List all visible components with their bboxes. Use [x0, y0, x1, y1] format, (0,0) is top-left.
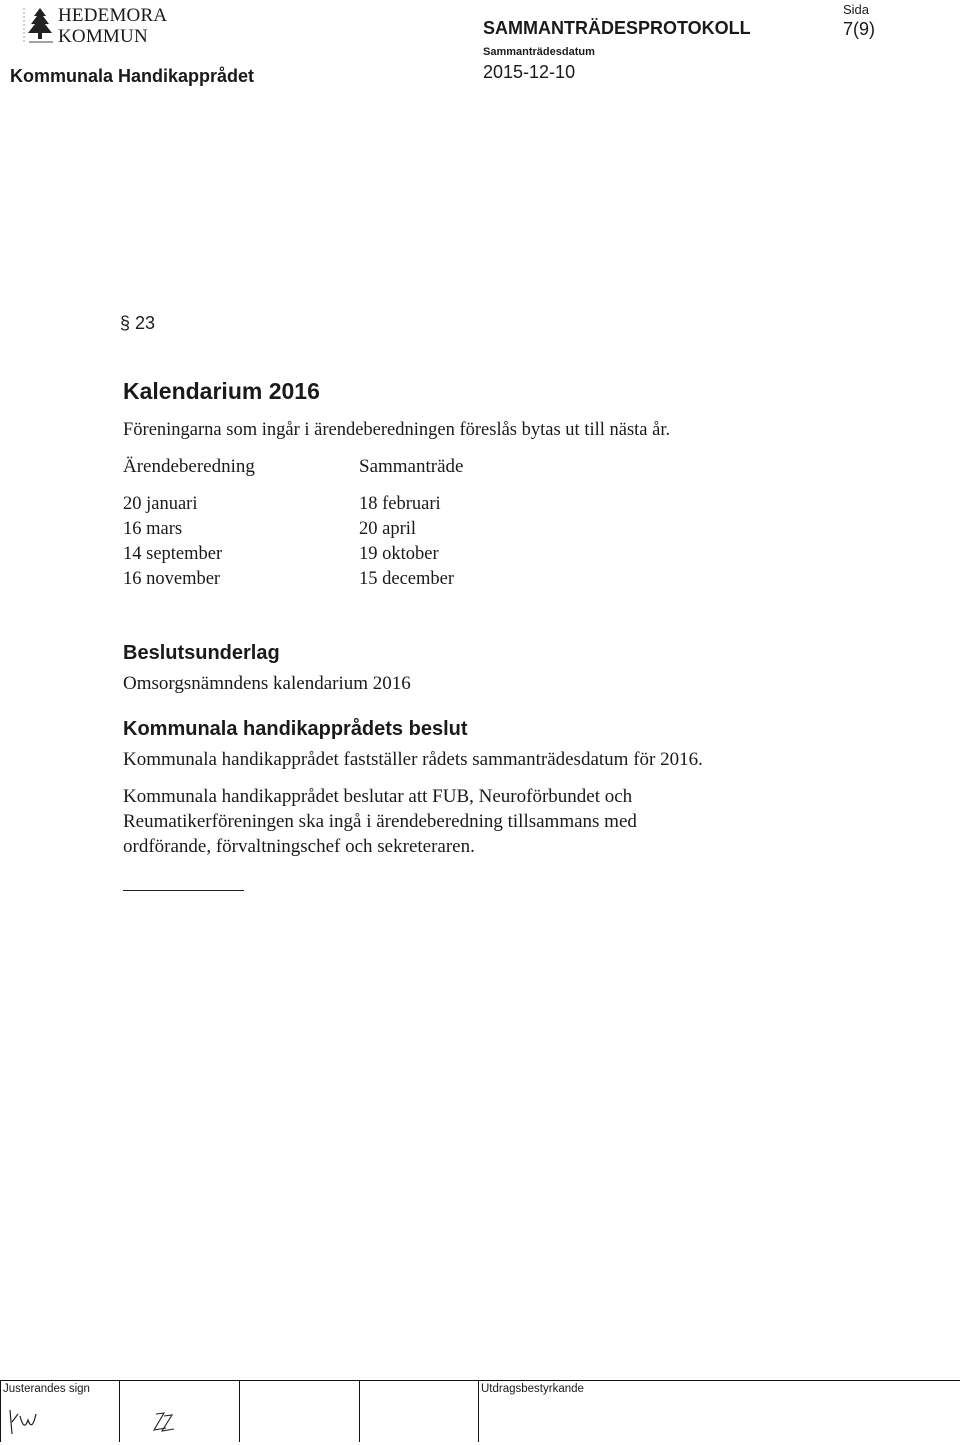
- organization-name-line1: HEDEMORA: [58, 5, 168, 26]
- column-header-preparation: Ärendeberedning: [123, 456, 255, 477]
- footer-divider: [0, 1380, 960, 1381]
- document-title: SAMMANTRÄDESPROTOKOLL: [483, 18, 751, 38]
- decision-heading: Kommunala handikapprådets beslut: [123, 718, 468, 740]
- decision-text-2-line2: Reumatikerföreningen ska ingå i ärendeberedning tillsammans med: [123, 811, 637, 832]
- section-end-rule: [123, 890, 244, 891]
- schedule-meeting-date: 15 december: [359, 569, 455, 589]
- organization-name-line2: KOMMUN: [58, 26, 148, 47]
- signature-label: Justerandes sign: [3, 1383, 90, 1395]
- footer-cell-divider: [478, 1380, 479, 1442]
- decision-text-1: Kommunala handikapprådet fastställer rådets sammanträdesdatum för 2016.: [123, 749, 703, 770]
- paragraph-number: § 23: [120, 313, 156, 333]
- page-number: 7(9): [843, 19, 876, 39]
- schedule-prep-date: 16 november: [123, 569, 221, 589]
- extract-certification-label: Utdragsbestyrkande: [481, 1383, 584, 1395]
- handwritten-initials-2: [140, 1400, 200, 1440]
- decision-text-2-line3: ordförande, förvaltningschef och sekreteraren.: [123, 836, 475, 857]
- basis-text: Omsorgsnämndens kalendarium 2016: [123, 673, 411, 694]
- section-title: Kalendarium 2016: [123, 378, 320, 404]
- footer-cell-divider: [119, 1380, 120, 1442]
- coat-of-arms-icon: [20, 6, 56, 46]
- schedule-prep-date: 16 mars: [123, 519, 183, 539]
- committee-name: Kommunala Handikapprådet: [10, 66, 255, 86]
- schedule-prep-date: 14 september: [123, 544, 223, 564]
- basis-heading: Beslutsunderlag: [123, 642, 280, 664]
- footer-cell-divider: [0, 1380, 1, 1442]
- decision-text-2-line1: Kommunala handikapprådet beslutar att FUB, Neuroförbundet och: [123, 786, 633, 807]
- column-header-meeting: Sammanträde: [359, 456, 464, 477]
- schedule-meeting-date: 18 februari: [359, 494, 441, 514]
- page-label: Sida: [843, 2, 870, 17]
- schedule-meeting-date: 19 oktober: [359, 544, 439, 564]
- schedule-prep-date: 20 januari: [123, 494, 198, 514]
- footer-cell-divider: [239, 1380, 240, 1442]
- footer-cell-divider: [359, 1380, 360, 1442]
- intro-text: Föreningarna som ingår i ärendeberedningen föreslås bytas ut till nästa år.: [123, 420, 671, 440]
- meeting-date: 2015-12-10: [483, 62, 576, 82]
- handwritten-initials-1: [6, 1400, 66, 1440]
- meeting-date-label: Sammanträdesdatum: [483, 46, 595, 58]
- schedule-meeting-date: 20 april: [359, 519, 417, 539]
